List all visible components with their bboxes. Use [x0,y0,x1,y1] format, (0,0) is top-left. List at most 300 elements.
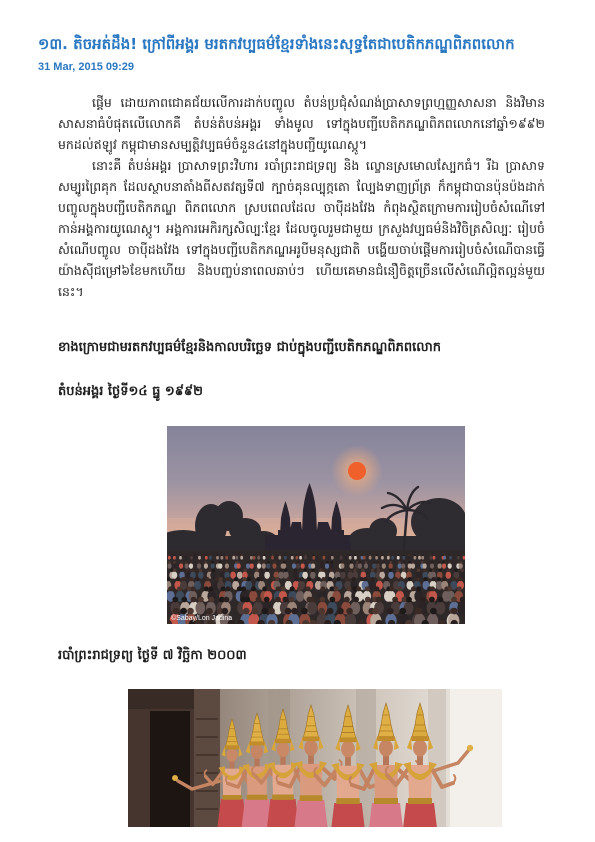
person-head [376,597,382,603]
person-head [330,569,333,572]
person-head [311,569,314,572]
person-body [275,556,278,560]
person-body [363,556,366,560]
person-head [457,561,460,564]
person-head [361,569,364,572]
person-body [179,556,182,560]
person-body [195,602,205,615]
person-head [447,586,452,591]
person-head [237,561,240,564]
person-head [216,561,219,564]
person-head [320,597,326,603]
golden-flower [172,775,178,781]
dark-stone-doorway [128,689,220,827]
apsara-dancers-photo [128,689,502,827]
person-head [340,554,342,556]
person-head [437,577,441,581]
person-head [168,554,170,556]
person-head [346,608,353,615]
person-head [294,569,297,572]
person-body [209,556,212,560]
person-head [209,586,214,591]
person-head [403,554,405,556]
person-body [198,556,201,560]
person-body [418,556,421,560]
person-head [210,554,212,556]
person-head [260,577,264,581]
person-head [326,561,329,564]
person-head [457,586,462,591]
person-head [180,554,182,556]
person-body [382,563,386,569]
person-body [442,563,446,569]
person-head [329,586,334,591]
person-head [384,577,388,581]
person-head [303,569,306,572]
person-body [204,563,208,569]
person-body [349,556,352,560]
person-head [337,608,344,615]
person-body [210,571,216,578]
person-head [242,577,246,581]
person-body [218,563,222,569]
person-head [424,561,427,564]
person-head [381,554,383,556]
person-head [285,608,292,615]
person-head [256,597,262,603]
person-head [221,586,226,591]
person-head [417,569,420,572]
person-body [369,556,372,560]
person-head [173,561,176,564]
person-head [297,586,302,591]
person-head [358,561,361,564]
person-body [328,556,331,560]
person-head [328,577,332,581]
person-head [398,554,400,556]
article-body [58,92,545,302]
person-head [262,561,265,564]
person-head [323,554,325,556]
person-head [236,554,238,556]
person-head [365,561,368,564]
person-body [272,563,276,569]
person-head [442,561,445,564]
person-head [363,577,367,581]
person-head [408,569,411,572]
person-head [442,554,444,556]
person-head [253,554,255,556]
person-head [267,561,270,564]
person-head [416,586,421,591]
person-head [185,561,188,564]
person-body [246,563,250,569]
person-head [409,561,412,564]
person-head [328,554,330,556]
person-head [187,608,194,615]
person-head [217,554,219,556]
person-body [398,563,402,569]
person-head [406,597,412,603]
person-head [432,577,436,581]
person-head [198,561,201,564]
person-body [205,556,208,560]
person-head [316,554,318,556]
person-body [250,556,253,560]
person-head [353,597,359,603]
person-head [349,569,352,572]
person-body [376,563,380,569]
person-head [430,608,437,615]
person-body [448,563,452,569]
heritage-list-paragraph: នោះគឺ តំបន់អង្គរ ប្រាសាទព្រះវិហារ របាំព្រះរាជទ្រព្យ និង ល្ខោនស្រមោលស្បែកធំ។ រីឯ ប្រាសាទសម្បូរព្រៃគុក ដែលស្ថាបនាតាំងពីសតវត្សទី៧ ក្បាច់គុនល្បុក្កតោ ល្បែងទាញព្រ័ត្រ ក៏កម្ពុជាបានប៉ុនប៉ងដាក់បញ្ចូលក្នុងបញ្ជីបេតិកភណ្ឌ ពិភពលោក ស្របពេលដែល ចាប៉ីដងវែង កំពុងស្ថិតក្រោមការរៀបចំសំណើទៅកាន់អង្គការយូណេស្កូ។ អង្គការអេកិរក្សសិល្បៈខ្មែរ ដែលចូលរួមជាមួយ ក្រសួងវប្បធម៌និងវិចិត្រសិល្បៈ រៀបចំសំណើបញ្ចូល ចាប៉ីដងវែង ទៅក្នុងបញ្ជីបេតិកភណ្ឌអរូបីមនុស្សជាតិ បង្ហើយចាប់ផ្តើមការរៀបចំសំណើបានធ្វើយ៉ាងសុីជម្រៅ៦ខែមកហើយ និងបញ្ចប់នាពេលឆាប់ៗ ហើយគេមានជំនឿចិត្តច្រើនលើសំណើល្អិតល្អន់មួយនេះ។ [58,158,545,299]
person-head [346,586,351,591]
person-body [271,556,274,560]
person-body [320,563,324,569]
person-head [181,597,187,603]
person-head [283,561,286,564]
person-head [438,569,441,572]
person-head [361,554,363,556]
person-body [387,556,390,560]
person-head [172,597,178,603]
person-head [180,561,183,564]
person-body [375,556,378,560]
person-head [442,577,446,581]
person-head [451,608,458,615]
person-body [430,556,433,560]
person-head [373,561,376,564]
person-head [177,586,182,591]
person-head [398,561,401,564]
person-head [411,586,416,591]
golden-flower [467,745,473,751]
person-head [272,554,274,556]
person-body [401,563,405,569]
person-body [349,563,353,569]
person-head [173,569,176,572]
person-head [423,569,426,572]
person-body [340,571,346,578]
person-head [281,586,286,591]
person-head [450,554,452,556]
person-body [257,556,260,560]
person-body [344,556,347,560]
person-head [365,597,371,603]
person-head [376,561,379,564]
heritage-list-heading: ខាងក្រោមជាមរតកវប្បធម៌ខ្មែរនិងកាលបរិច្ឆេទ ជាប់ក្នុងបញ្ជីបេតិកភណ្ឌពិភពលោក [58,340,441,355]
person-head [460,569,463,572]
person-head [317,577,321,581]
person-body [325,563,329,569]
person-head [225,569,228,572]
person-head [300,569,303,572]
person-body [433,556,436,560]
person-head [204,561,207,564]
person-body [449,556,452,560]
person-head [247,577,251,581]
person-head [173,608,180,615]
person-body [211,563,215,569]
person-head [416,608,423,615]
person-head [268,608,275,615]
person-body [185,563,189,569]
person-body [292,563,296,569]
person-head [307,577,311,581]
person-head [394,577,398,581]
person-head [264,554,266,556]
person-head [290,586,295,591]
person-head [313,554,315,556]
person-head [233,554,235,556]
person-head [305,554,307,556]
person-head [331,554,333,556]
person-body [173,563,177,569]
person-head [416,577,420,581]
person-head [419,554,421,556]
sun [348,462,366,480]
person-head [258,561,261,564]
person-body [262,563,266,569]
person-head [423,577,427,581]
person-head [291,554,293,556]
person-head [244,597,250,603]
person-head [243,608,250,615]
person-head [437,597,443,603]
person-head [408,554,410,556]
person-body [329,563,333,569]
person-body [307,602,317,615]
person-body [358,563,362,569]
article-date: 31 Mar, 2015 09:29 [38,61,135,73]
carved-pillar [194,689,220,827]
person-head [420,597,426,603]
person-head [402,561,405,564]
person-head [251,554,253,556]
person-head [387,608,394,615]
person-head [345,577,349,581]
person-head [336,569,339,572]
person-head [430,586,435,591]
person-head [181,577,185,581]
person-body [430,563,434,569]
person-head [258,554,260,556]
person-head [447,569,450,572]
person-body [278,571,284,578]
person-head [320,586,325,591]
person-body [457,556,460,560]
person-head [190,561,193,564]
person-body [407,556,410,560]
person-head [392,554,394,556]
person-head [389,586,394,591]
person-head [294,577,298,581]
person-body [190,556,193,560]
person-head [275,597,281,603]
heritage-item-heading-angkor: តំបន់អង្គរ ថ្ងៃទី១៤ ធ្នូ ១៩៩២ [58,384,203,399]
person-head [212,569,215,572]
person-head [412,561,415,564]
person-head [191,586,196,591]
person-head [396,569,399,572]
person-head [224,597,230,603]
person-head [327,608,334,615]
person-body [423,563,427,569]
person-head [301,608,308,615]
person-body [296,563,300,569]
person-head [284,569,287,572]
person-head [232,569,235,572]
person-head [205,577,209,581]
person-head [208,569,211,572]
person-body [225,563,229,569]
person-head [454,569,457,572]
person-head [251,586,256,591]
person-head [382,561,385,564]
person-head [369,554,371,556]
person-head [226,561,229,564]
person-head [250,561,253,564]
person-body [311,563,315,569]
person-head [243,569,246,572]
person-head [199,554,201,556]
person-head [273,561,276,564]
person-head [352,577,356,581]
person-body [225,556,228,560]
person-head [191,554,193,556]
person-head [247,561,250,564]
person-head [173,554,175,556]
person-head [356,561,359,564]
person-head [321,561,324,564]
angkor-wat-sunrise-photo [167,426,465,624]
person-head [226,577,230,581]
person-body [185,556,188,560]
person-head [460,561,463,564]
person-head [449,561,452,564]
person-body [282,563,286,569]
intro-paragraph: ផ្តើម ដោយភាពជោគជ័យលើការដាក់បញ្ចូល តំបន់ប្រជុំសំណង់ប្រាសាទព្រហ្មញ្ញសាសនា និងវិមានសាសនាធំបំផុតលើលោកគឺ តំបន់តំបន់អង្គរ ទាំងមូល ទៅក្នុងបញ្ជីបេតិកភណ្ឌពិភពលោកនៅឆ្នាំ១៩៩២ មកដល់ឥឡូវ កម្ពុជាមានសម្បត្តិវប្បធម៌ចំនួន៤នៅក្នុងបញ្ជីយូណេស្កូ។ [58,95,545,152]
person-head [226,586,231,591]
person-head [336,577,340,581]
person-head [388,554,390,556]
person-body [414,556,417,560]
person-body [421,556,424,560]
person-head [237,586,242,591]
person-head [433,554,435,556]
person-head [284,554,286,556]
person-head [329,597,335,603]
person-head [255,569,258,572]
person-body [189,563,193,569]
person-head [168,561,171,564]
person-head [402,569,405,572]
person-body [304,556,307,560]
person-head [276,586,281,591]
person-head [221,569,224,572]
person-body [291,556,294,560]
person-head [289,597,295,603]
person-body [443,556,446,560]
person-head [397,586,402,591]
person-body [179,563,183,569]
person-body [312,556,315,560]
person-head [365,586,370,591]
person-body [173,556,176,560]
person-head [211,561,214,564]
person-body [388,571,394,578]
person-head [180,608,187,615]
person-head [376,554,378,556]
person-body [278,556,281,560]
person-head [282,597,288,603]
person-body [266,563,270,569]
person-head [300,577,304,581]
person-head [185,554,187,556]
person-head [206,554,208,556]
person-body [197,563,201,569]
person-head [187,569,190,572]
person-head [264,597,270,603]
person-body [235,556,238,560]
person-head [334,586,339,591]
person-head [374,586,379,591]
person-body [389,563,393,569]
person-body [240,556,243,560]
person-head [392,597,398,603]
person-head [287,577,291,581]
person-head [430,554,432,556]
person-head [195,577,199,581]
person-body [284,556,287,560]
person-head [221,554,223,556]
person-body [459,563,463,569]
person-head [206,608,213,615]
person-body [323,556,326,560]
person-head [238,569,241,572]
person-head [389,561,392,564]
person-head [355,554,357,556]
person-head [199,569,202,572]
person-head [353,569,356,572]
person-head [296,554,298,556]
person-head [280,569,283,572]
person-body [364,563,368,569]
heritage-item-heading-royal-ballet: របាំព្រះរាជទ្រព្យ ថ្ងៃទី ៧ វិច្ឆិកា ២០០៣ [58,648,247,663]
person-head [301,561,304,564]
person-body [354,556,357,560]
person-head [356,586,361,591]
person-head [262,608,269,615]
person-body [411,563,415,569]
tower-connector [290,522,302,530]
person-head [219,577,223,581]
person-head [408,577,412,581]
person-head [341,561,344,564]
person-head [209,597,215,603]
person-body [315,556,318,560]
person-body [216,556,219,560]
person-head [380,569,383,572]
person-head [330,561,333,564]
person-body [172,571,178,578]
person-body [193,556,196,560]
person-body [264,571,270,578]
person-head [297,561,300,564]
person-body [253,556,256,560]
person-head [191,597,197,603]
person-body [438,563,442,569]
